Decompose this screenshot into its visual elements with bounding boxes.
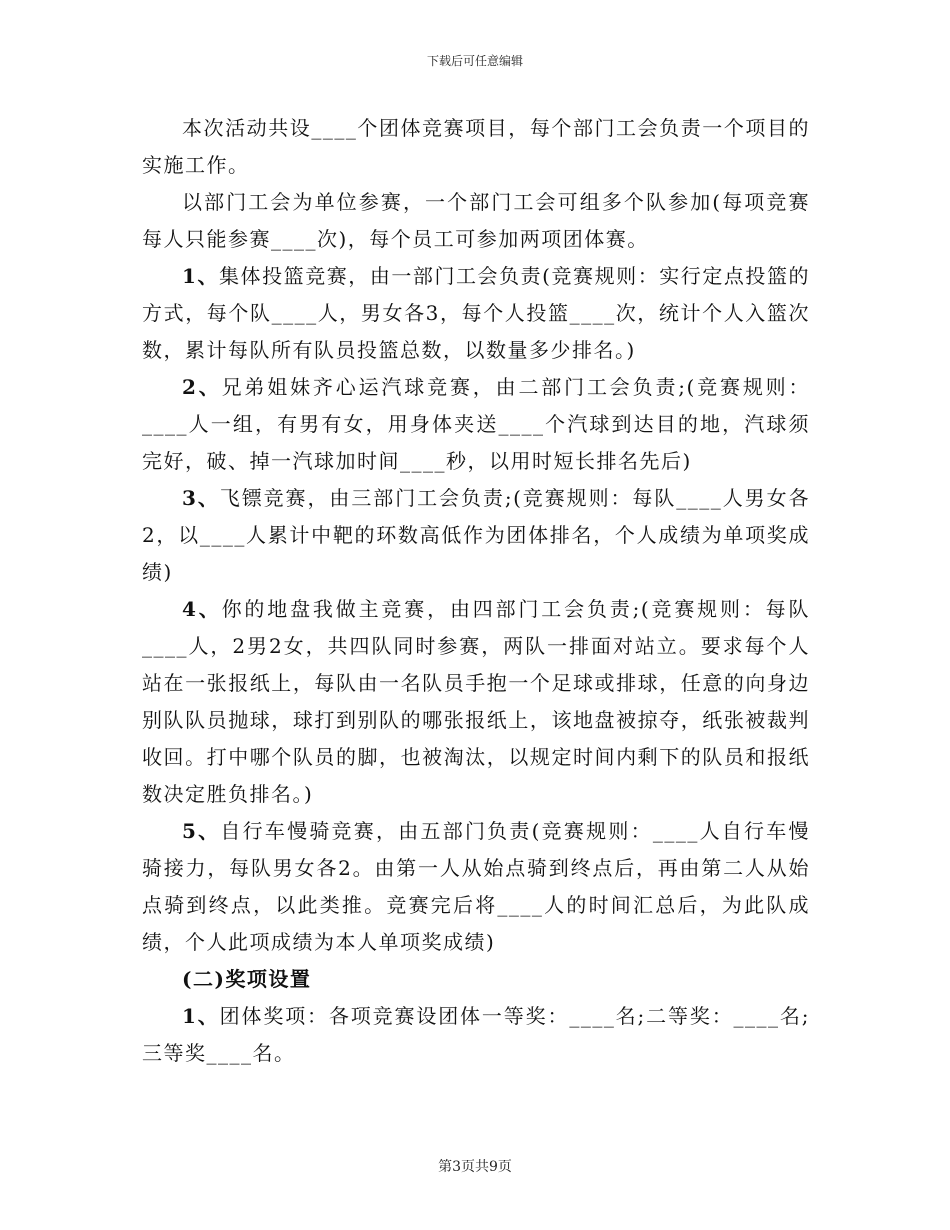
list-item bbox=[142, 480, 810, 591]
item-text: 你的地盘我做主竞赛，由四部门工会负责;(竞赛规则：每队____人，2男2女，共四队同时参赛，两队一排面对站立。要求每个人站在一张报纸上，每队由一名队员手抱一个足球或排球，任意的向身边别队队员抛球，球打到别队的哪张报纸上，该地盘被掠夺，纸张被裁判收回。打中哪个队员的脚，也被淘汰，以规定时间内剩下的队员和报纸数决定胜负排名。) bbox=[142, 597, 810, 806]
item-number: 2、 bbox=[182, 375, 222, 399]
item-text: 飞镖竞赛，由三部门工会负责;(竞赛规则：每队____人男女各2，以____人累计中靶的环数高低作为团体排名，个人成绩为单项奖成绩) bbox=[142, 486, 810, 584]
page-footer: 第3页共9页 bbox=[438, 1159, 512, 1175]
item-text: 自行车慢骑竞赛，由五部门负责(竞赛规则：____人自行车慢骑接力，每队男女各2。由第一人从始点骑到终点后，再由第二人从始点骑到终点，以此类推。竞赛完后将____人的时间汇总后，为此队成绩，个人此项成绩为本人单项奖成绩) bbox=[142, 819, 810, 954]
intro-paragraph-2: 以部门工会为单位参赛，一个部门工会可组多个队参加(每项竞赛每人只能参赛____次)，每个员工可参加两项团体赛。 bbox=[142, 190, 810, 251]
list-item bbox=[142, 258, 810, 369]
item-text: 兄弟姐妹齐心运汽球竞赛，由二部门工会负责;(竞赛规则：____人一组，有男有女，用身体夹送____个汽球到达目的地，汽球须完好，破、掉一汽球加时间____秒，以用时短长排名先后) bbox=[142, 375, 810, 473]
document-body bbox=[142, 110, 810, 1072]
item-number: 5、 bbox=[182, 819, 221, 843]
item-text: 集体投篮竞赛，由一部门工会负责(竞赛规则：实行定点投篮的方式，每个队____人，男女各3，每个人投篮____次，统计个人入篮次数，累计每队所有队员投篮总数，以数量多少排名。) bbox=[142, 264, 810, 362]
item-number: 1、 bbox=[182, 264, 220, 288]
item-number: 1、 bbox=[182, 1004, 220, 1028]
list-item bbox=[142, 369, 810, 480]
list-item bbox=[142, 813, 810, 961]
awards-paragraph bbox=[142, 998, 810, 1072]
section-heading: (二)奖项设置 bbox=[182, 967, 312, 991]
page-header: 下载后可任意编辑 bbox=[426, 54, 523, 68]
item-number: 3、 bbox=[182, 486, 220, 510]
intro-paragraph-1: 本次活动共设____个团体竞赛项目，每个部门工会负责一个项目的实施工作。 bbox=[142, 116, 810, 177]
list-item bbox=[142, 591, 810, 813]
item-text: 团体奖项：各项竞赛设团体一等奖：____名;二等奖：____名;三等奖____名。 bbox=[142, 1004, 810, 1065]
item-number: 4、 bbox=[182, 597, 222, 621]
